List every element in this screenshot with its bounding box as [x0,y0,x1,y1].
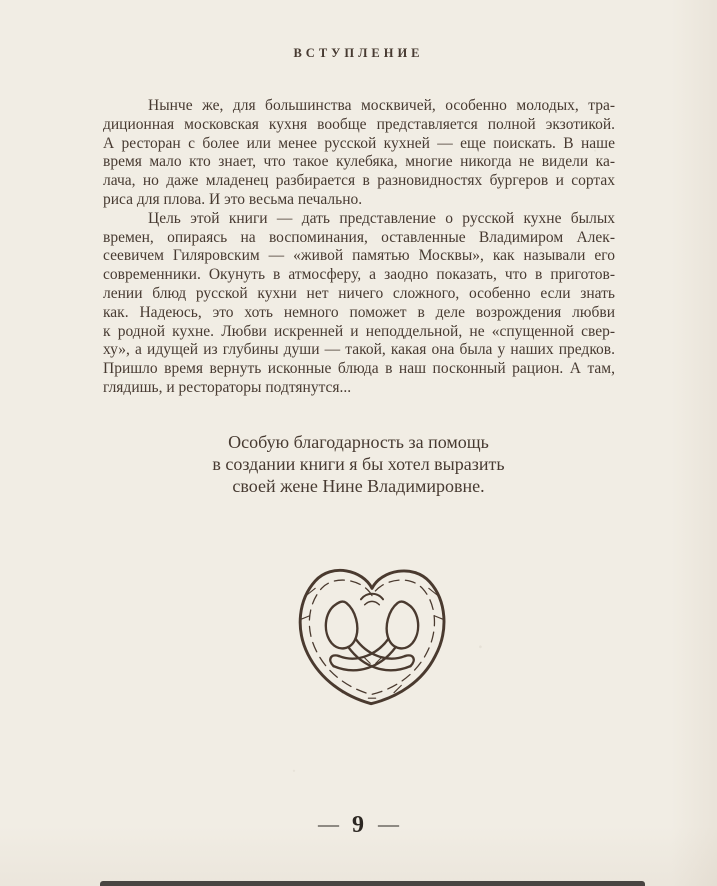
dedication [0,431,717,497]
text-line: диционная московская кухня вообще представляется полной экзотикой. [103,115,615,133]
text-line: глядишь, и рестораторы подтянутся... [103,378,352,396]
page-number: 9 [352,812,365,838]
text-line: ху», а идущей из глубины души — такой, какая она была у наших предков. [103,341,615,359]
footer-dash-left: — [318,812,339,836]
text-line: времен, опираясь на воспоминания, оставленные Владимиром Алек- [103,228,615,246]
text-line: время мало кто знает, что такое кулебяка, многие никогда не видели ка- [103,153,615,171]
pretzel-illustration [279,548,465,722]
body-text [103,97,615,398]
text-line: к родной кухне. Любви искренней и неподдельной, не «спущенной свер- [103,322,615,340]
text-line: А ресторан с более или менее русской кухней — еще поискать. В наше [103,134,615,152]
text-line: сеевичем Гиляровским — «живой памятью Москвы», как называли его [103,247,615,265]
dedication-line: Особую благодарность за помощь [228,432,489,452]
dedication-line: своей жене Нине Владимировне. [232,476,485,496]
text-line: Пришло время вернуть исконные блюда в наш посконный рацион. А там, [103,360,615,378]
text-line: современники. Окунуть в атмосферу, а заодно показать, что в приготов- [103,266,615,284]
text-line: Нынче же, для большинства москвичей, особенно молодых, тра- [148,97,615,114]
text-line: как. Надеюсь, это хоть немного поможет в деле возрождения любви [103,303,615,321]
text-line: Цель этой книги — дать представление о русской кухне былых [148,209,615,227]
paragraph [103,210,615,398]
dedication-line: в создании книги я бы хотел выразить [212,454,505,474]
pretzel-icon [279,548,465,722]
chapter-header: ВСТУПЛЕНИЕ [293,46,424,60]
text-line: лении блюд русской кухни нет ничего сложного, особенно если знать [103,284,615,302]
footer-dash-right: — [378,812,399,836]
book-bottom-edge [100,881,645,886]
text-line: лача, но даже младенец разбирается в разновидностях бургеров и сортах [103,172,615,190]
page-footer [0,812,717,839]
paragraph [103,97,615,210]
text-line: риса для плова. И это весьма печально. [103,190,363,208]
